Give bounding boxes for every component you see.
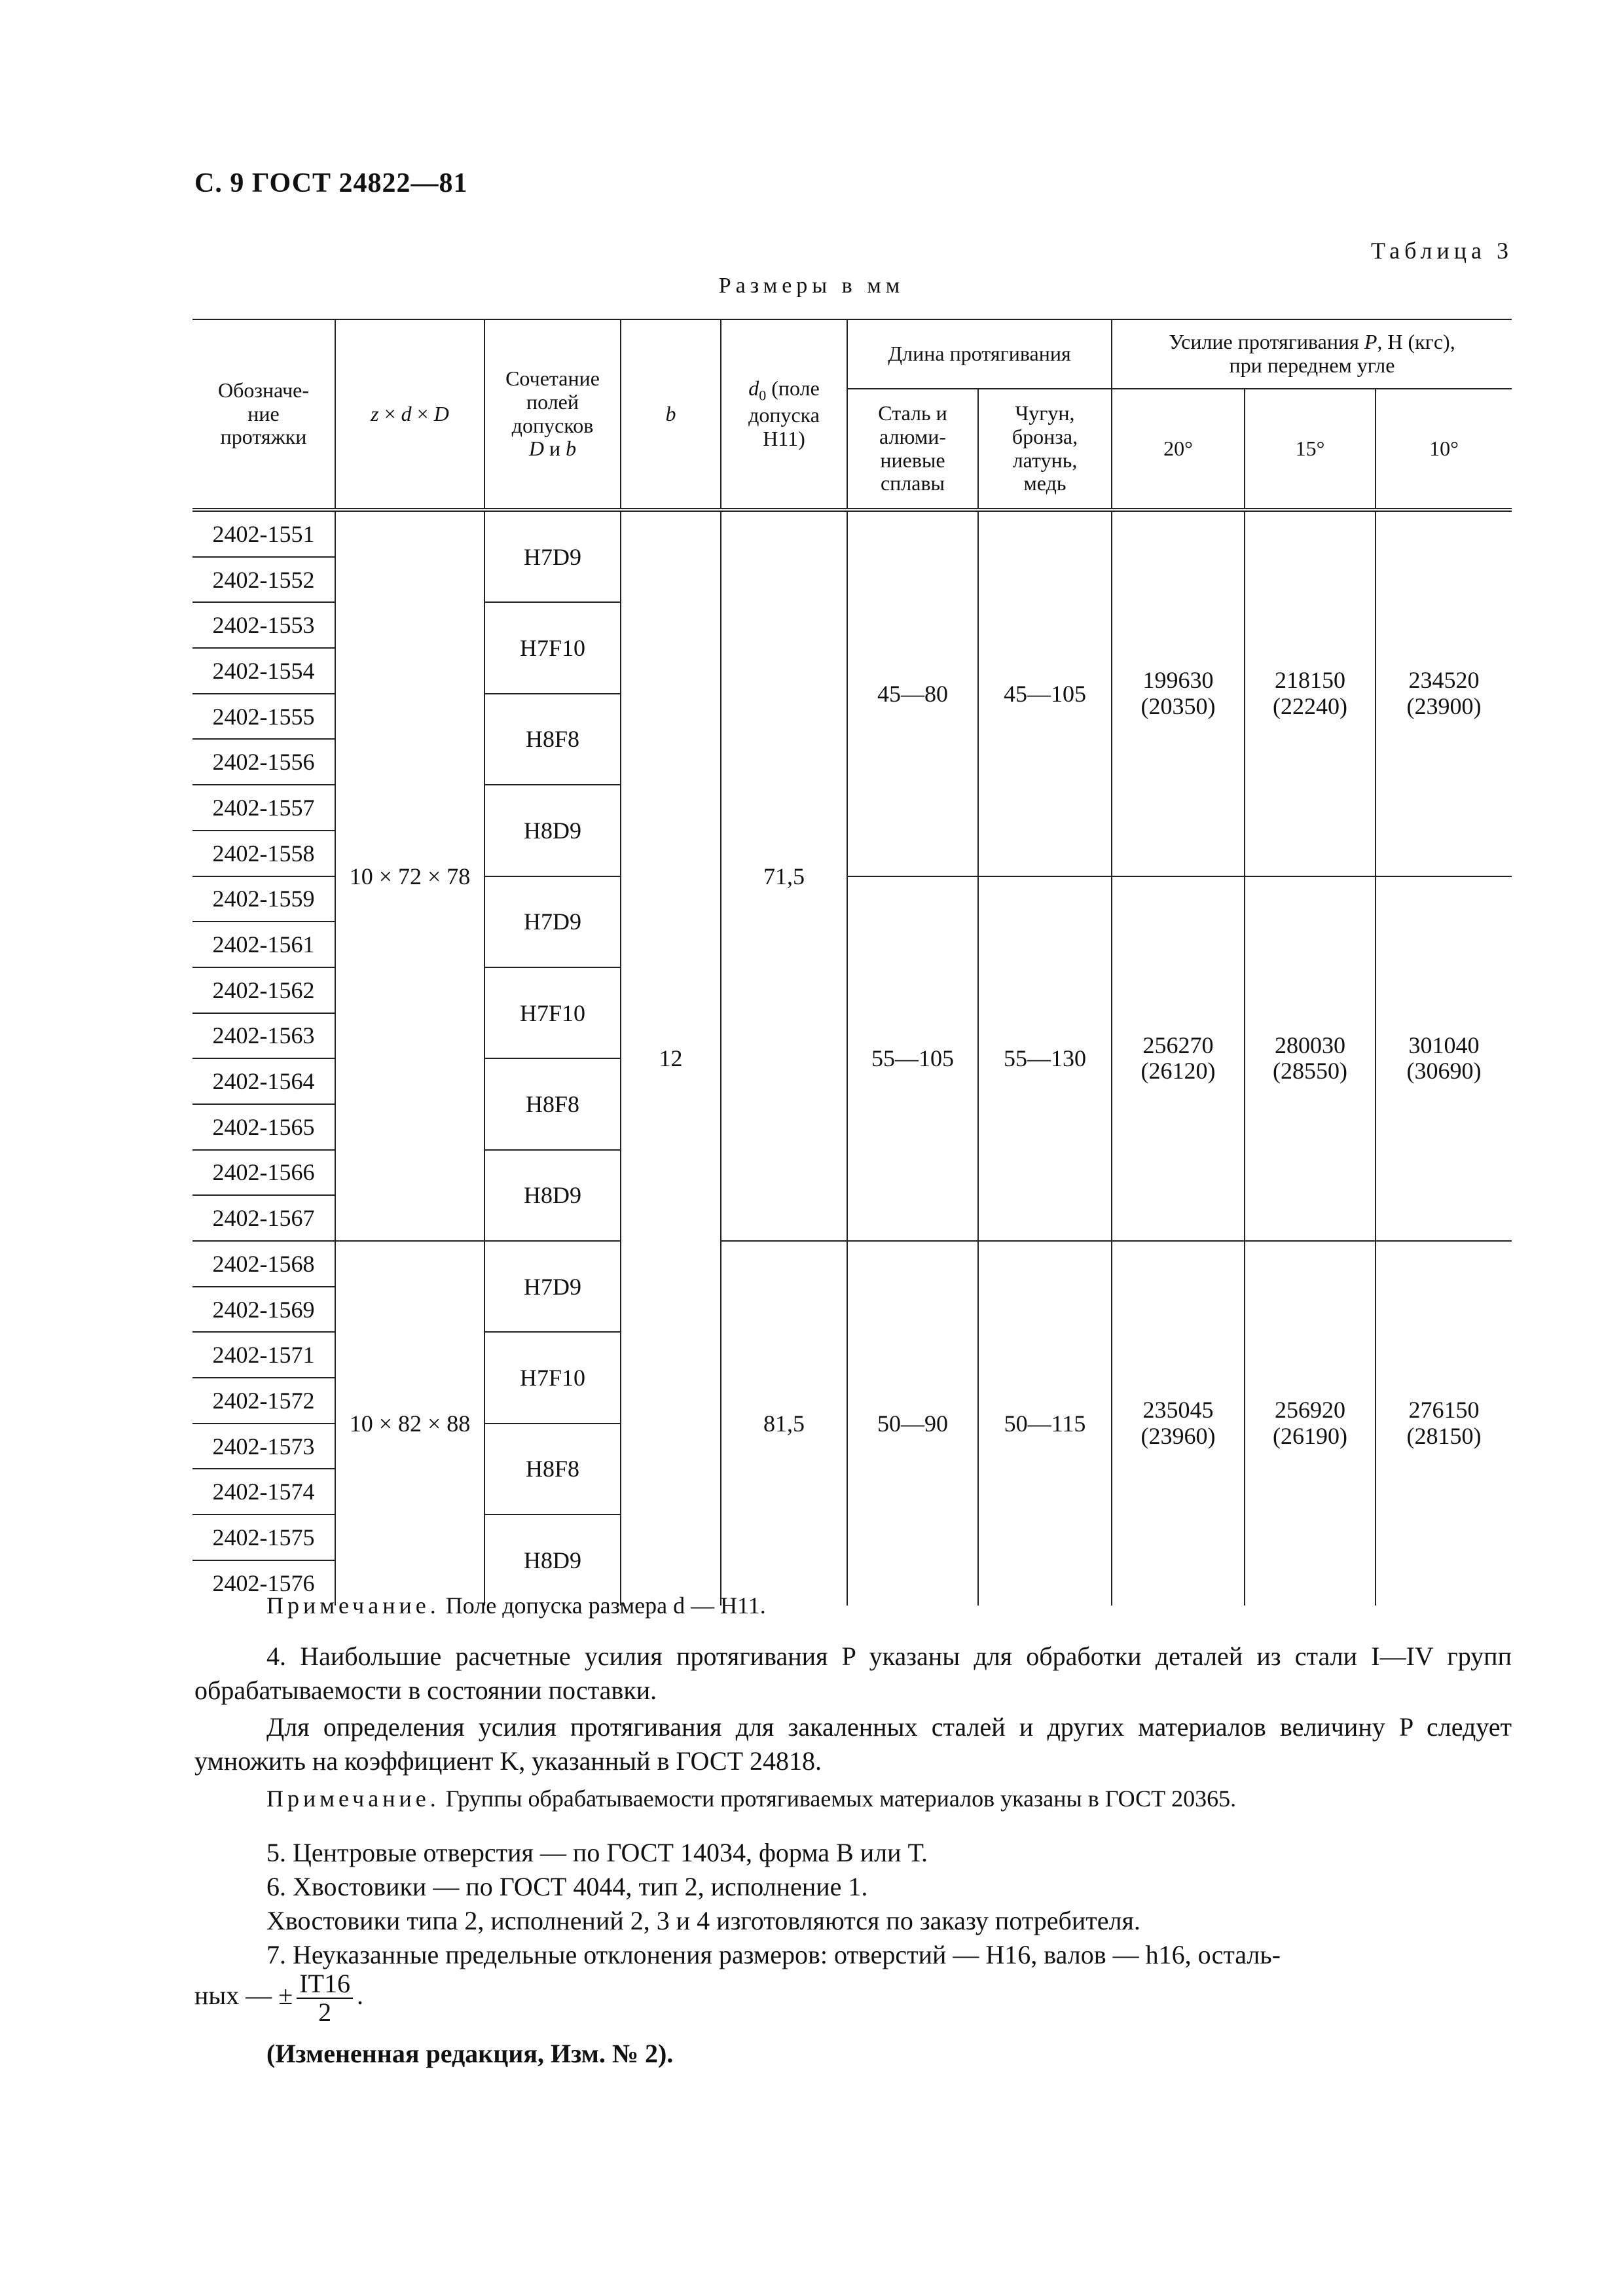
d0-cell: 71,5	[721, 510, 847, 1241]
force-20-cell: 256270 (26120)	[1112, 876, 1245, 1242]
edition-note: (Измененная редакция, Изм. № 2).	[266, 2039, 674, 2068]
broach-table	[192, 319, 1512, 1605]
table-row-code: 2402-1575	[192, 1515, 335, 1560]
table-row-code: 2402-1556	[192, 739, 335, 785]
tolerance-cell: H7F10	[484, 967, 621, 1058]
header-steel: Сталь и алюми- ниевые сплавы	[847, 389, 978, 510]
tolerance-cell: H8D9	[484, 785, 621, 876]
force-20-cell: 235045 (23960)	[1112, 1241, 1245, 1605]
table-row-code: 2402-1551	[192, 510, 335, 557]
header-b: b	[621, 319, 721, 510]
tolerance-cell: H7D9	[484, 510, 621, 602]
steel-length-cell: 45—80	[847, 510, 978, 876]
iron-length-cell: 55—130	[978, 876, 1112, 1242]
fraction-numerator: IT16	[297, 1970, 353, 1999]
tolerance-cell: H8F8	[484, 1058, 621, 1149]
tolerance-cell: H7D9	[484, 876, 621, 967]
table-row-code: 2402-1558	[192, 831, 335, 876]
d0-cell: 81,5	[721, 1241, 847, 1605]
header-force-group: Усилие протягивания P, Н (кгс), при переднем угле	[1112, 319, 1512, 389]
table-row-code: 2402-1552	[192, 557, 335, 603]
size-cell: 10 × 72 × 78	[335, 510, 484, 1241]
table-row-code: 2402-1557	[192, 785, 335, 831]
header-tolerance-combo: Сочетание полей допусков D и b	[484, 319, 621, 510]
steel-length-cell: 55—105	[847, 876, 978, 1242]
table-row-code: 2402-1563	[192, 1013, 335, 1059]
table-row-code: 2402-1554	[192, 648, 335, 694]
header-d0: $d_0$ (поле допуска H11)	[721, 319, 847, 510]
paragraph-7-line2	[194, 1970, 1512, 2026]
tolerance-cell: H8F8	[484, 1424, 621, 1515]
header-length-group: Длина протягивания	[847, 319, 1112, 389]
header-zdD: z × d × D	[335, 319, 484, 510]
header-angle-20: 20°	[1112, 389, 1245, 510]
table-row-code: 2402-1571	[192, 1332, 335, 1378]
tolerance-cell: H8D9	[484, 1150, 621, 1241]
paragraph-7-suffix: .	[357, 1981, 363, 2011]
tolerance-cell: H7D9	[484, 1241, 621, 1332]
table-row-code: 2402-1568	[192, 1241, 335, 1287]
paragraph-5: 5. Центровые отверстия — по ГОСТ 14034, форма В или Т.	[266, 1838, 928, 1867]
page-header: С. 9 ГОСТ 24822—81	[194, 168, 468, 198]
paragraph-7-line1: 7. Неуказанные предельные отклонения размеров: отверстий — H16, валов — h16, осталь-	[266, 1940, 1281, 1969]
header-angle-15: 15°	[1245, 389, 1376, 510]
materials-note	[194, 1784, 1512, 1814]
table-row-code: 2402-1569	[192, 1287, 335, 1333]
fraction-denominator: 2	[318, 1998, 332, 2027]
units-caption: Размеры в мм	[718, 274, 905, 298]
note-text: Группы обрабатываемости протягиваемых материалов указаны в ГОСТ 20365.	[445, 1785, 1237, 1812]
tolerance-cell: H7F10	[484, 1332, 621, 1423]
table-row-code: 2402-1559	[192, 876, 335, 922]
tolerance-cell: H8F8	[484, 694, 621, 785]
force-20-cell: 199630 (20350)	[1112, 510, 1245, 876]
force-10-cell: 301040 (30690)	[1376, 876, 1512, 1242]
table-row-code: 2402-1572	[192, 1378, 335, 1424]
paragraph-6b: Хвостовики типа 2, исполнений 2, 3 и 4 изготовляются по заказу потребителя.	[266, 1906, 1140, 1935]
tolerance-cell: H7F10	[484, 602, 621, 693]
table-row-code: 2402-1574	[192, 1469, 335, 1515]
force-10-cell: 234520 (23900)	[1376, 510, 1512, 876]
steel-length-cell: 50—90	[847, 1241, 978, 1605]
paragraph-7-prefix: ных — ±	[194, 1981, 293, 2011]
header-designation: Обозначе- ние протяжки	[192, 319, 335, 510]
table-row-code: 2402-1567	[192, 1195, 335, 1241]
header-iron: Чугун, бронза, латунь, медь	[978, 389, 1112, 510]
table-row-code: 2402-1576	[212, 1570, 315, 1596]
header-angle-10: 10°	[1376, 389, 1512, 510]
iron-length-cell: 50—115	[978, 1241, 1112, 1605]
table-row-code: 2402-1573	[192, 1424, 335, 1469]
table-row-code: 2402-1553	[192, 602, 335, 648]
b-cell: 12	[621, 510, 721, 1605]
iron-length-cell: 45—105	[978, 510, 1112, 876]
size-cell: 10 × 82 × 88	[335, 1241, 484, 1605]
table-row-code: 2402-1565	[192, 1104, 335, 1150]
table-label: Таблица 3	[1371, 238, 1513, 264]
force-15-cell: 280030 (28550)	[1245, 876, 1376, 1242]
note-text: Поле допуска размера d — H11.	[445, 1592, 766, 1619]
table-row-code: 2402-1566	[192, 1150, 335, 1196]
table-row-code: 2402-1561	[192, 922, 335, 967]
fraction	[297, 1970, 353, 2026]
force-10-cell: 276150 (28150)	[1376, 1241, 1512, 1605]
paragraph-4b: Для определения усилия протягивания для закаленных сталей и других материалов величину P следует умножить на коэффициент K, указанный в ГОСТ 24818.	[194, 1712, 1512, 1776]
broach-table-wrap	[192, 319, 1512, 1605]
force-15-cell: 218150 (22240)	[1245, 510, 1376, 876]
table-row-code: 2402-1555	[192, 694, 335, 740]
note-label: Примечание.	[266, 1785, 440, 1812]
force-15-cell: 256920 (26190)	[1245, 1241, 1376, 1605]
table-note	[194, 1590, 1512, 1621]
table-row-code: 2402-1564	[192, 1058, 335, 1104]
table-row-code: 2402-1562	[192, 967, 335, 1013]
paragraph-6: 6. Хвостовики — по ГОСТ 4044, тип 2, исполнение 1.	[266, 1872, 868, 1901]
tolerance-cell: H8D9	[484, 1515, 621, 1605]
note-label: Примечание.	[266, 1592, 440, 1619]
paragraph-4: 4. Наибольшие расчетные усилия протягивания P указаны для обработки деталей из стали I—IV групп обрабатываемости в состоянии поставки.	[194, 1641, 1512, 1705]
